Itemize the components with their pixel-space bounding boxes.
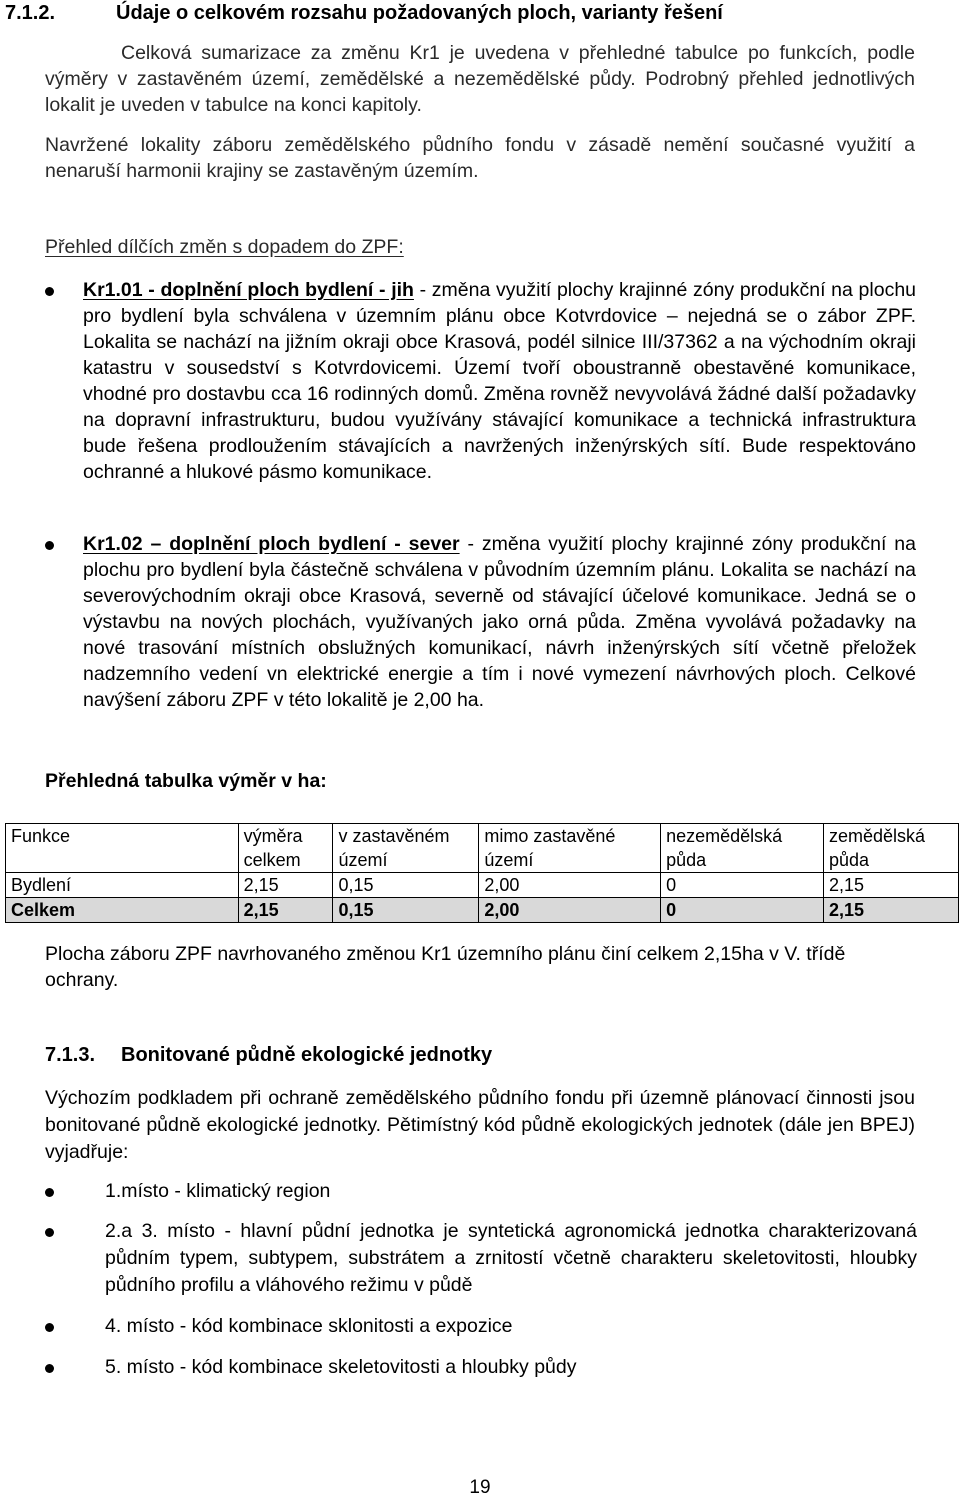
section-title: Údaje o celkovém rozsahu požadovaných ploch, varianty řešení [116,2,723,24]
section-heading [5,2,723,25]
subsection-number: 7.1.3. [45,1044,96,1066]
intro-paragraph-1: Celková sumarizace za změnu Kr1 je uvedena v přehledné tabulce po funkcích, podle výměry v zastavěném území, zemědělské a nezemědělské půdy. Podrobný přehled jednotlivých lokalit je uveden v tabulce na konci kapitoly. [45,42,915,116]
table-cell: 0,15 [333,898,479,923]
table-cell: 2,15 [824,873,959,898]
table-total-row [6,898,959,923]
change-text: - změna využití plochy krajinné zóny produkční na plochu pro bydlení byla schválena v územním plánu obce Kotvrdovice – nejedná se o zábor ZPF. Lokalita se nachází na jižním okraji obce Krasová, podél silnice III/37362 a na východním okraji katastru v sousedství s Kotvrdovicemi. Území tvoří oboustranně obestavěné komunikace, vhodné pro dostavbu cca 16 rodinných domů. Změna rovněž nevyvolává žádné další požadavky na dopravní infrastrukturu, budou využívány stávající komunikace a technická infrastruktura bude řešena prodloužením stávajících a navržených inženýrských sítí. Bude respektováno ochranné a hlukové pásmo komunikace. [83,279,917,483]
change-item-kr1-02 [83,531,916,713]
after-table-paragraph: Plocha záboru ZPF navrhovaného změnou Kr1 územního plánu činí celkem 2,15ha v V. třídě ochrany. [45,943,846,991]
area-table [5,823,959,923]
bullet-icon [45,1364,54,1373]
page-number: 19 [469,1477,491,1498]
change-item-kr1-01 [83,277,916,485]
change-text: - změna využití plochy krajinné zóny produkční na plochu pro bydlení byla částečně schválena v původním územním plánu. Lokalita se nachází na severovýchodním okraji obce Krasová, severně od stávající účelové komunikace. Jedná se o výstavbu na nových plochách, využívaných jako orná půda. Změna vyvolává požadavky na nové trasování místních obslužných komunikací, návrh inženýrských sítí včetně přeložek nadzemního vedení vn elektrické energie a tím i nové vymezení návrhových ploch. Celkové navýšení záboru ZPF v této lokalitě je 2,00 ha. [83,533,916,711]
table-header-row [6,824,959,873]
change-code: Kr1.01 - doplnění ploch bydlení - jih [83,279,414,301]
table-header-cell: výměra celkem [238,824,333,873]
table-cell: Bydlení [6,873,239,898]
bpej-item-3: 4. místo - kód kombinace sklonitosti a expozice [105,1315,513,1337]
bullet-icon [45,1188,54,1197]
changes-title: Přehled dílčích změn s dopadem do ZPF: [45,236,404,258]
table-cell: 2,00 [479,873,661,898]
table-header-cell: zemědělská půda [824,824,959,873]
intro-paragraph-2: Navržené lokality záboru zemědělského půdního fondu v zásadě nemění současné využití a nenaruší harmonii krajiny se zastavěným územím. [45,134,915,182]
table-header-cell: nezemědělská půda [661,824,824,873]
table-cell: 2,15 [238,898,333,923]
bullet-icon [45,287,54,296]
bpej-intro: Výchozím podkladem při ochraně zemědělského půdního fondu při územně plánovací činnosti jsou bonitované půdně ekologické jednotky. Pětimístný kód půdně ekologických jednotek (dále jen BPEJ) vyjadřuje: [45,1087,915,1163]
table-header-cell: mimo zastavěné území [479,824,661,873]
bullet-icon [45,541,54,550]
table-cell: 2,00 [479,898,661,923]
section-number: 7.1.2. [5,2,56,24]
bpej-item-1: 1.místo - klimatický region [105,1180,331,1202]
bpej-item-2: 2.a 3. místo - hlavní půdní jednotka je syntetická agronomická jednotka charakterizovaná půdním typem, subtypem, substrátem a zrnitostí včetně charakteru skeletovitosti, hloubky půdního profilu a vláhového režimu v půdě [105,1220,917,1296]
table-header-cell: Funkce [6,824,239,873]
table-row [6,873,959,898]
subsection-title: Bonitované půdně ekologické jednotky [121,1044,493,1066]
bullet-icon [45,1228,54,1237]
bullet-icon [45,1323,54,1332]
table-cell: 0 [661,873,824,898]
table-header-cell: v zastavěném území [333,824,479,873]
table-title: Přehledná tabulka výměr v ha: [45,770,327,792]
change-code: Kr1.02 – doplnění ploch bydlení - sever [83,533,460,555]
bpej-item-4: 5. místo - kód kombinace skeletovitosti a hloubky půdy [105,1356,577,1378]
table-cell: Celkem [6,898,239,923]
table-cell: 0 [661,898,824,923]
table-cell: 2,15 [238,873,333,898]
subsection-heading [45,1044,492,1067]
table-cell: 2,15 [824,898,959,923]
table-cell: 0,15 [333,873,479,898]
